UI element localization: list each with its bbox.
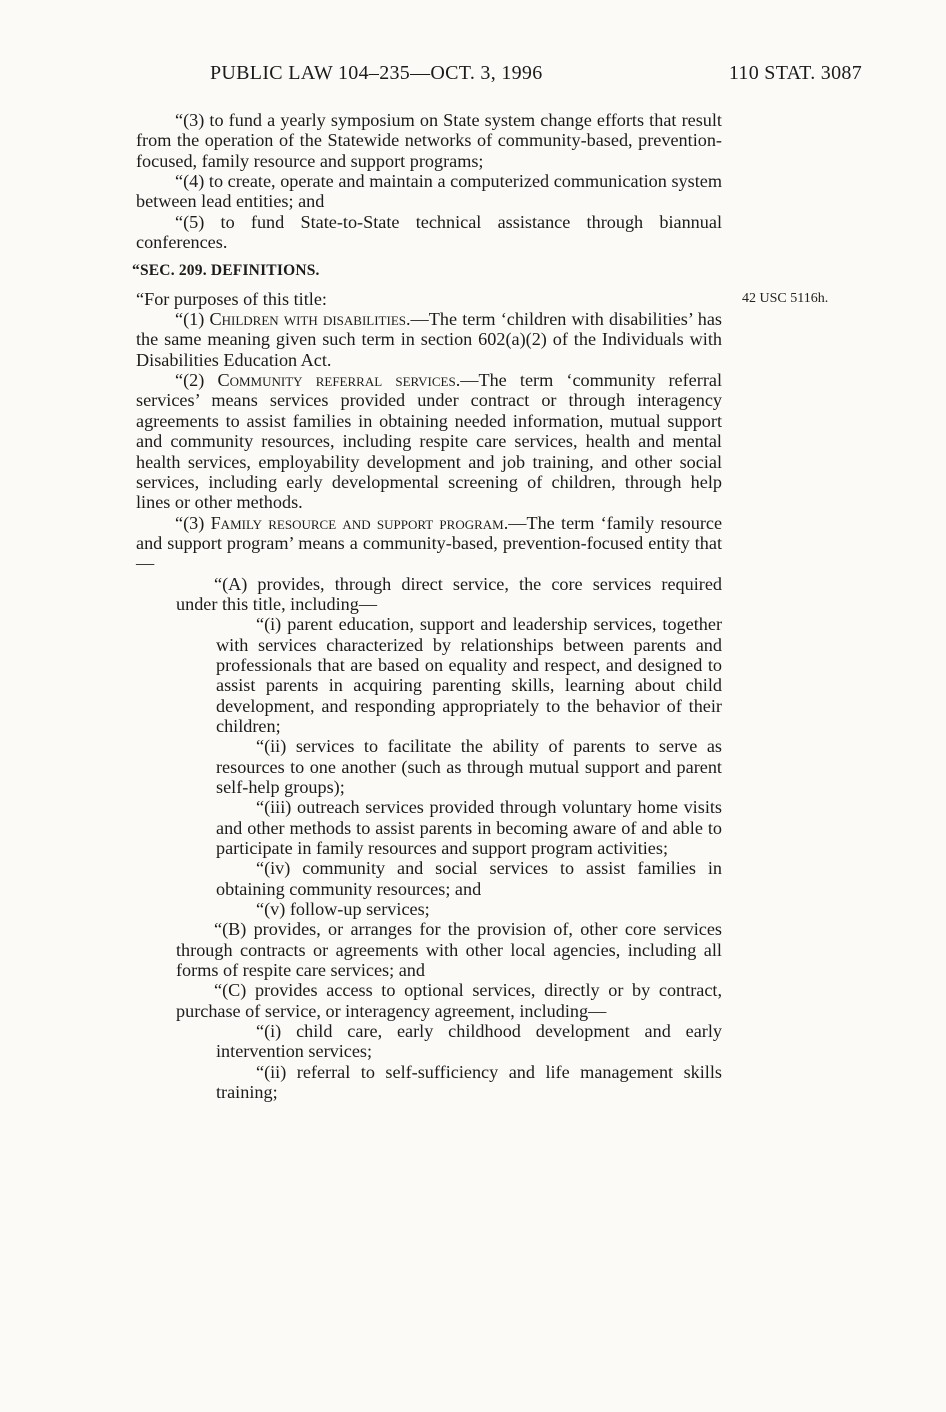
clause-A-iv: “(iv) community and social services to assist families in obtaining community resources; and bbox=[216, 858, 722, 899]
subparagraph-B: “(B) provides, or arranges for the provision of, other core services through contracts or agreements with other local agencies, including all forms of respite care services; and bbox=[176, 919, 722, 981]
definition-1-term: Children with disabilities. bbox=[209, 309, 411, 330]
definition-1 bbox=[136, 309, 722, 370]
clause-A-i: “(i) parent education, support and leadership services, together with services characterized by relationships between parents and professionals that are based on equality and respect, and designed to assist parents in acquiring parenting skills, learning about child development, and responding appropriately to the behavior of their children; bbox=[216, 614, 722, 736]
clause-A-ii: “(ii) services to facilitate the ability of parents to serve as resources to one another (such as through mutual support and parent self-help groups); bbox=[216, 736, 722, 797]
definition-2 bbox=[136, 370, 722, 512]
clause-A-iii: “(iii) outreach services provided through voluntary home visits and other methods to assist parents in becoming aware of and able to participate in family resources and support program activities; bbox=[216, 797, 722, 859]
definition-2-text: —The term ‘community referral services’ means services provided under contract or through interagency agreements to assist families in obtaining needed information, mutual support and community resources, including respite care services, health and mental health services, employability development and job training, and other social services, including early developmental screening of children, through help lines or other methods. bbox=[136, 370, 722, 513]
section-intro: “For purposes of this title: bbox=[136, 288, 327, 309]
clause-C-ii: “(ii) referral to self-sufficiency and life management skills training; bbox=[216, 1061, 722, 1103]
definition-1-text: —The term ‘children with disabilities’ has the same meaning given such term in section 602(a)(2) of the Individuals with Disabilities Education Act. bbox=[136, 309, 723, 370]
page-body bbox=[132, 110, 723, 1103]
usc-margin-note: 42 USC 5116h. bbox=[742, 291, 829, 306]
paragraph-3: “(3) to fund a yearly symposium on State system change efforts that result from the operation of the Statewide networks of community-based, prevention-focused, family resource and support programs; bbox=[136, 110, 722, 171]
clause-C-i: “(i) child care, early childhood development and early intervention services; bbox=[216, 1021, 722, 1062]
stat-reference: 110 STAT. 3087 bbox=[728, 62, 862, 84]
definition-3-number: “(3) bbox=[175, 512, 211, 533]
subparagraph-A: “(A) provides, through direct service, the core services required under this title, including— bbox=[176, 573, 722, 614]
definition-2-term: Community referral services. bbox=[217, 370, 461, 391]
definition-3-text: —The term ‘family resource and support program’ means a community-based, prevention-focused entity that— bbox=[136, 512, 723, 574]
section-heading: “SEC. 209. DEFINITIONS. bbox=[132, 262, 320, 280]
running-head bbox=[150, 62, 862, 86]
paragraph-4: “(4) to create, operate and maintain a computerized communication system between lead entities; and bbox=[136, 171, 722, 212]
definition-3 bbox=[136, 513, 722, 574]
clause-A-v: “(v) follow-up services; bbox=[256, 899, 430, 920]
paragraph-5: “(5) to fund State-to-State technical assistance through biannual conferences. bbox=[136, 211, 722, 253]
definition-3-term: Family resource and support program. bbox=[210, 512, 509, 533]
definition-1-number: “(1) bbox=[175, 309, 210, 330]
law-title: PUBLIC LAW 104–235—OCT. 3, 1996 bbox=[210, 62, 543, 84]
definition-2-number: “(2) bbox=[175, 370, 218, 391]
subparagraph-C: “(C) provides access to optional services, directly or by contract, purchase of service, or interagency agreement, including— bbox=[176, 980, 722, 1021]
